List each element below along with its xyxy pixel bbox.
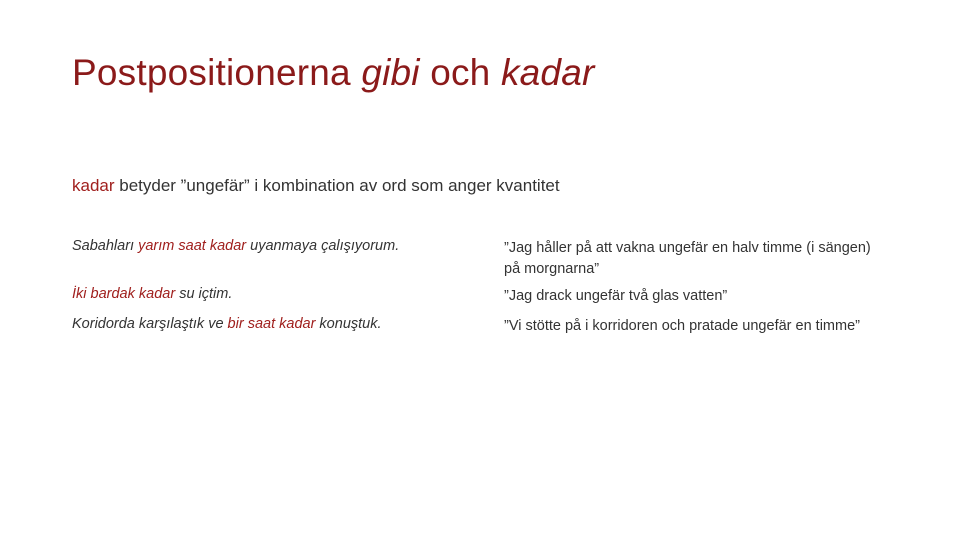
tr-fragment-highlight: yarım saat kadar	[138, 238, 247, 254]
tr-fragment: uyanmaya çalışıyorum.	[246, 238, 400, 254]
tr-fragment: konuştuk.	[315, 316, 382, 332]
intro-term: kadar	[72, 176, 115, 195]
swedish-translation: ”Jag håller på att vakna ungefär en halv timme (i sängen) på morgnarna”	[504, 240, 871, 277]
tr-fragment: Koridorda karşılaştık ve	[72, 316, 228, 332]
title-gibi: gibi	[361, 52, 420, 93]
tr-fragment-highlight: bir saat kadar	[227, 316, 316, 332]
swedish-translation: ”Vi stötte på i korridoren och pratade ungefär en timme”	[504, 318, 860, 334]
turkish-sentence	[72, 316, 472, 332]
tr-fragment-highlight: İki bardak kadar	[72, 286, 176, 302]
title-part1: Postpositionerna	[72, 52, 362, 93]
slide-title	[72, 52, 595, 94]
tr-fragment: Sabahları	[72, 238, 139, 254]
intro-rest: betyder ”ungefär” i kombination av ord som anger kvantitet	[114, 176, 560, 195]
tr-fragment: su içtim.	[175, 286, 233, 302]
swedish-translation: ”Jag drack ungefär två glas vatten”	[504, 288, 728, 304]
turkish-sentence	[72, 238, 472, 254]
intro-line	[72, 176, 560, 196]
title-part2: och	[419, 52, 501, 93]
title-kadar: kadar	[500, 52, 595, 93]
turkish-sentence	[72, 286, 472, 302]
